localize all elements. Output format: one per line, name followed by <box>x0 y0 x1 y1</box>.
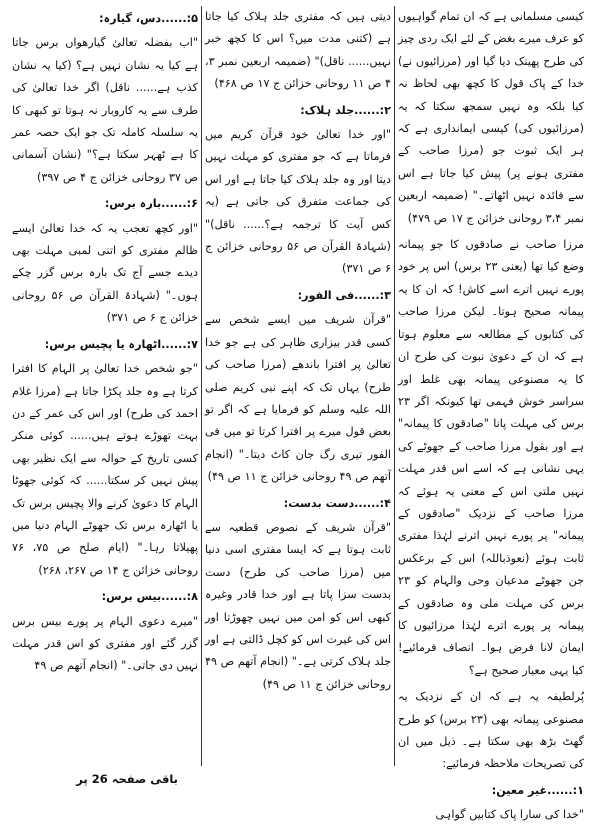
section-heading: ۸:......بیس برس: <box>101 590 198 604</box>
section-heading: ۵:......دس، گیارہ: <box>99 12 198 25</box>
section-heading: ۳:......فی الفور: <box>297 288 391 302</box>
column-divider <box>201 6 202 766</box>
section-heading: ۴:......دست بدست: <box>283 496 391 510</box>
paragraph: "اب بفضلہ تعالیٰ گیارھواں برس جاتا ہے کیا یہ نشان نہیں ہے؟ (کیا یہ نشان کذب ہے...... ناقل) اگر خدا تعالیٰ کی طرف سے یہ کاروبار نہ ہوتا تو کبھی کا یہ سلسلہ کاملہ تک جو ایک حصہ عمر کا ہے ٹھہر سکتا ہے؟" (نشان آسمانی ص ۳۷ روحانی خزائن ج ۴ ص ۳۹۷) <box>12 36 198 184</box>
column-right <box>398 6 584 822</box>
paragraph: "اور کچھ تعجب یہ کہ خدا تعالیٰ ایسے ظالم مفتری کو اتنی لمبی مہلت بھی دیدے جسے آج تک بارہ برس گزر چکے ہوں۔" (شہادۃ القرآن ص ۵۶ روحانی خزائن ج ۶ ص ۳۷۱) <box>12 221 198 325</box>
paragraph: پُرلطیفہ یہ ہے کہ ان کے نزدیک یہ مصنوعی پیمانہ بھی (۲۳ برس) کو طرح گھٹ بڑھ بھی سکتا ہے۔ ذیل میں ان کی تصریحات ملاحظہ فرمائیے: <box>398 690 584 771</box>
paragraph: "جو شخص خدا تعالیٰ پر الہام کا افترا کرتا ہے وہ جلد پکڑا جاتا ہے (مرزا غلام احمد کی طرح) اور اس کی عمر کے دن بہت تھوڑے ہوتے ہیں...... کوئی منکر کسی تاریخ کے حوالہ سے ایک نظیر بھی پیش نہیں کر سکتا...... کہ کوئی جھوٹا الہام کا دعویٰ کرنے والا پچیس برس تک یا اٹھارہ برس تک جھوٹے الہام دنیا میں پھیلاتا رہا۔" (ایام صلح ص ۷۵، ۷۶ روحانی خزائن ج ۱۴ ص ۲۶۷، ۲۶۸) <box>12 362 198 577</box>
paragraph: کیسی مسلمانی ہے کہ ان تمام گواہیوں کو عرف میرے بغض کے لئے ایک ردی چیز کی طرح پھینک دیا گیا اور (مرزائیوں نے) خدا کے پاک قول کا کچھ بھی لحاظ نہ کیا بلکہ وہ نہیں سمجھ سکتا کہ یہ (مرزائیوں کی) کیسی ایمانداری ہے کہ ہر ایک ثبوت جو (مرزا صاحب کے مفتری ہونے پر) پیش کیا جاتا ہے اس سے فائدہ نہیں اٹھاتے۔" (ضمیمہ اربعین نمبر ۳،۴ روحانی خزائن ج ۱۷ ص ۴۷۹) <box>398 10 584 225</box>
section-heading: ۶:......بارہ برس: <box>104 197 198 211</box>
paragraph: "اور خدا تعالیٰ خود قرآن کریم میں فرماتا ہے کہ جو مفتری کو مہلت نہیں دیتا اور وہ جلد ہلاک کیا جاتا ہے اور اس کی جماعت متفرق کی جاتی ہے (یہ کس آیت کا ترجمہ ہے؟...... ناقل)" (شہادۃ القرآن ص ۵۶ روحانی خزائن ج ۶ ص ۳۷۱) <box>205 128 391 276</box>
section-heading: ۱:......غیر معین: <box>491 783 584 797</box>
document-page <box>6 6 584 822</box>
column-left <box>12 6 198 766</box>
paragraph: "قرآن شریف میں ایسے شخص سے کسی قدر بیزاری ظاہر کی ہے جو خدا تعالیٰ پر افترا باندھے (مرزا صاحب کی طرح) یہاں تک کہ اپنے نبی کریم صلی اللہ علیہ وسلم کو فرمایا ہے کہ اگر تو بعض قول میرے پر افترا کرتا تو میں فی الفور تیری رگ جان کاٹ دیتا۔" (انجام آتھم ص ۴۹ روحانی خزائن ج ۱۱ ص ۴۹) <box>205 313 391 484</box>
column-middle <box>205 6 391 766</box>
column-divider <box>394 6 395 766</box>
section-heading: ۲:......جلد ہلاک: <box>300 103 391 117</box>
paragraph: "میرے دعوی الہام پر پورے بیس برس گزر گئے اور مفتری کو اس قدر مہلت نہیں دی جاتی۔" (انجام آتھم ص ۴۹ <box>12 614 198 673</box>
paragraph: "قرآن شریف کے نصوص قطعیہ سے ثابت ہوتا ہے کہ ایسا مفتری اسی دنیا میں (مرزا صاحب کی طرح) دست بدست سزا پاتا ہے اور خدا قادر وغیرہ کبھی اس کو امن میں نہیں چھوڑتا اور اس کی غیرت اس کو کچل ڈالتی ہے اور جلد ہلاک کرتی ہے۔" (انجام آتھم ص ۴۹ روحانی خزائن ج ۱۱ ص ۴۹) <box>205 520 391 691</box>
continuation-note: باقی صفحہ 26 پر <box>76 772 178 786</box>
paragraph: دیتی ہیں کہ مفتری جلد ہلاک کیا جاتا ہے (کتنی مدت میں؟ اس کا کچھ خبر نہیں...... ناقل)" (ضمیمہ اربعین نمبر ۳، ۴ ص ۱۱ روحانی خزائن ج ۱۷ ص ۴۶۸) <box>205 10 391 91</box>
paragraph: "خدا کی سارا پاک کتابیں گواہی <box>435 808 584 822</box>
paragraph: مرزا صاحب نے صادقوں کا جو پیمانہ وضع کیا تھا (یعنی ۲۳ برس) اس پر خود پورے نہیں اترے اسے کاش! کہ ان کا یہ پیمانہ صحیح ہوتا۔ لیکن مرزا صاحب کی کتابوں کے مطالعہ سے معلوم ہوتا ہے کہ ان کے دعویٰ نبوت کی طرح ان کا یہ مصنوعی پیمانہ بھی غلط اور سراسر خوش فہمی تھا کیونکہ اگر ۲۳ برس کی مہلت پانا "صادقوں کا پیمانہ" ہے اور بقول مرزا صاحب کے جھوٹے کی یہی نشانی ہے کہ اسے اس قدر مہلت نہیں ملتی اس کے معنی یہ ہوئے کہ مرزا صاحب کے نزدیک "صادقوں کے پیمانہ" پر پورے نہیں اترنے لہٰذا مفتری ثابت ہوئے (نعوذباللہ) اس کے برعکس جن جھوٹے مدعیان وحی والہام کو ۲۳ برس کی مہلت ملی وہ صادقوں کے پیمانہ پر پورے اترے لہٰذا مرزائیوں کا ایمان لانا فرض ہوا۔ انصاف فرمائیے! کیا یہی معیار صحیح ہے؟ <box>398 238 584 677</box>
section-heading: ۷:......اٹھارہ یا پچیس برس: <box>44 337 198 351</box>
